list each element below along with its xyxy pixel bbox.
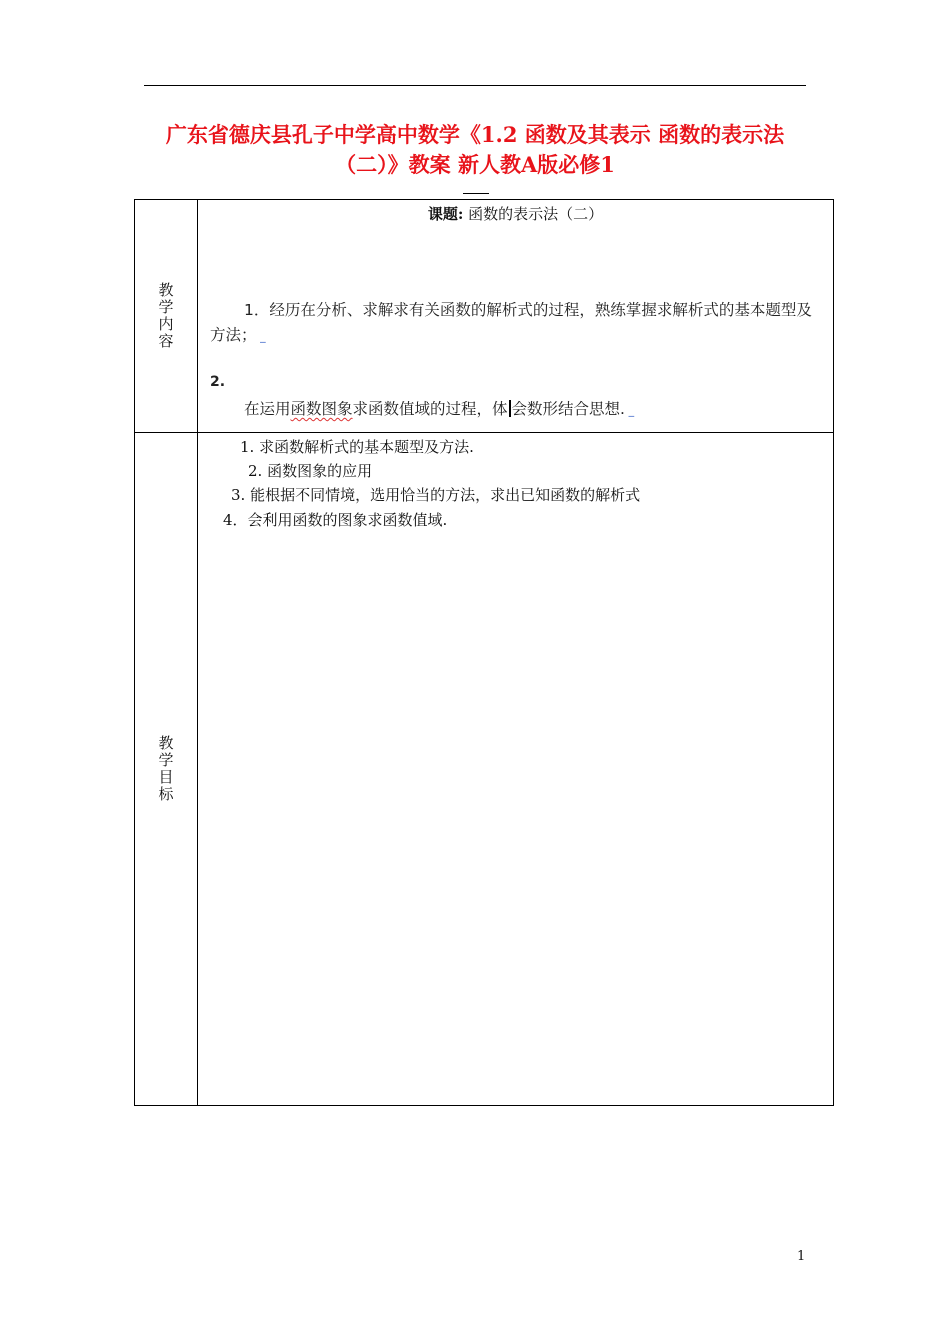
content-label: 教学内容: [158, 281, 174, 350]
goal-item-4: 4．会利用函数的图象求函数值域.: [223, 511, 448, 529]
objective-2-mid: 求函数值域的过程，体: [352, 400, 508, 418]
title-line-2: （二）》教案 新人教A版必修1: [335, 152, 615, 177]
page-number: 1: [797, 1249, 806, 1264]
objective-2-pre: 在运用: [244, 400, 291, 418]
objective-2: [244, 397, 634, 419]
title-underline: [463, 193, 489, 194]
objective-2-spellcheck: 函数图象: [290, 400, 353, 418]
document-title: [130, 120, 820, 180]
goal-item-1: 1. 求函数解析式的基本题型及方法.: [240, 438, 474, 456]
objective-1: [210, 298, 825, 349]
lesson-plan-table: [134, 199, 834, 1106]
header-rule: [144, 85, 806, 86]
content-row: [135, 200, 834, 433]
text-cursor-icon: [509, 400, 511, 417]
content-cell: [198, 200, 834, 433]
content-label-cell: [135, 200, 198, 433]
objective-2-post: 会数形结合思想.: [511, 400, 625, 418]
formatting-mark-icon: _: [624, 404, 635, 417]
subject-line: [198, 203, 833, 224]
goals-label-cell: [135, 433, 198, 1106]
goals-label: 教学目标: [158, 734, 174, 803]
subject-prefix: 课题:: [427, 205, 464, 223]
goal-item-3: 3. 能根据不同情境，选用恰当的方法，求出已知函数的解析式: [231, 486, 641, 504]
goals-cell: [198, 433, 834, 1106]
goals-row: [135, 433, 834, 1106]
goal-item-2: 2. 函数图象的应用: [248, 462, 373, 480]
objective-1-text: 1．经历在分析、求解求有关函数的解析式的过程，熟练掌握求解析式的基本题型及方法；: [210, 301, 812, 344]
title-line-1: 广东省德庆县孔子中学高中数学《1.2 函数及其表示 函数的表示法: [165, 122, 785, 147]
formatting-mark-icon: _: [256, 330, 266, 343]
subject-value: 函数的表示法（二）: [468, 205, 604, 223]
objective-2-number: 2.: [210, 374, 226, 390]
